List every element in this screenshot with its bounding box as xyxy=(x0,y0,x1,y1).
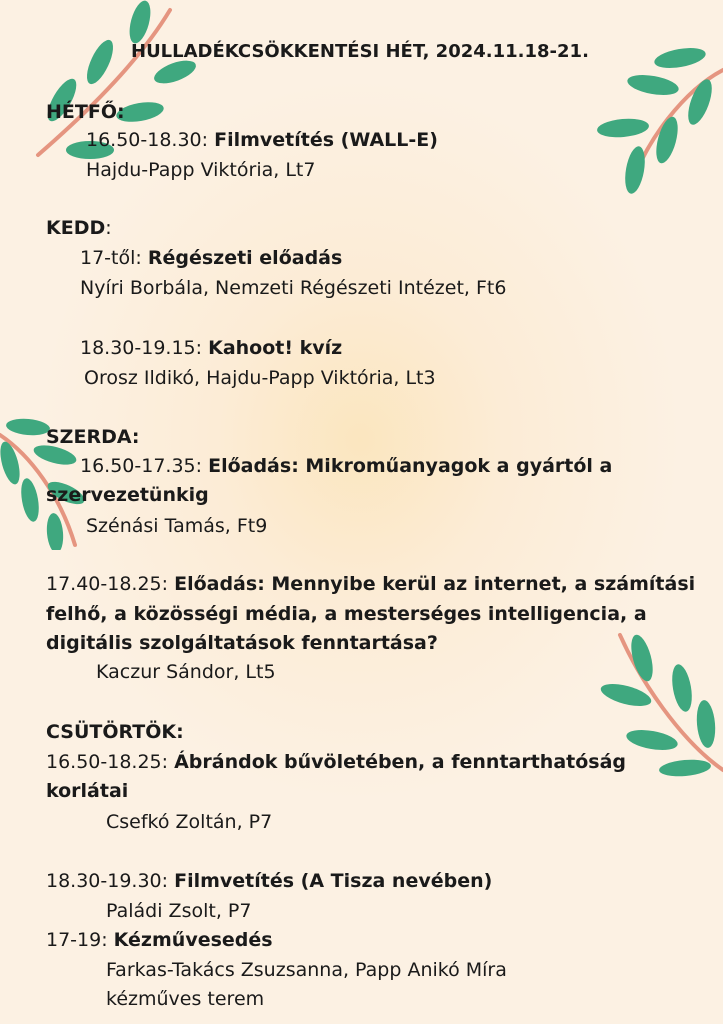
event-time: 18.30-19.15: xyxy=(80,337,209,359)
event-time: 16.50-18.30: xyxy=(86,129,215,151)
event-presenter: Szénási Tamás, Ft9 xyxy=(86,515,268,537)
event-presenter: Csefkó Zoltán, P7 xyxy=(106,811,273,833)
event-title: Kézművesedés xyxy=(113,929,273,951)
event-2-line xyxy=(80,246,342,270)
event-presenter: Farkas-Takács Zsuzsanna, Papp Anikó Míra xyxy=(106,959,507,981)
event-presenter: Paládi Zsolt, P7 xyxy=(106,900,252,922)
event-7-line xyxy=(46,869,492,893)
event-title: Régészeti előadás xyxy=(147,247,343,269)
event-8-line xyxy=(46,928,273,952)
event-title: Előadás: Mennyibe kerül az internet, a számítási xyxy=(174,573,696,595)
event-4-line xyxy=(80,454,612,478)
event-title: Előadás: Mikroműanyagok a gyártól a xyxy=(208,455,613,477)
day-tuesday: KEDD: xyxy=(46,217,112,239)
event-1-line xyxy=(86,128,438,152)
event-title: Filmvetítés (WALL-E) xyxy=(214,129,438,151)
event-title: Kahoot! kvíz xyxy=(208,337,343,359)
event-time: 16.50-17.35: xyxy=(80,455,209,477)
event-presenter: Kaczur Sándor, Lt5 xyxy=(96,661,276,683)
day-thursday: CSÜTÖRTÖK: xyxy=(46,721,184,743)
event-time: 18.30-19.30: xyxy=(46,870,175,892)
event-title-cont: digitális szolgáltatások fenntartása? xyxy=(46,632,438,654)
event-time: 17-től: xyxy=(80,247,148,269)
event-3-line xyxy=(80,336,342,360)
event-5-line xyxy=(46,572,695,596)
event-title-cont: felhő, a közösségi média, a mesterséges intelligencia, a xyxy=(46,603,647,625)
event-time: 17.40-18.25: xyxy=(46,573,175,595)
event-title: Ábrándok bűvöletében, a fenntarthatóság xyxy=(174,751,627,773)
event-title: Filmvetítés (A Tisza nevében) xyxy=(174,870,493,892)
event-time: 16.50-18.25: xyxy=(46,751,175,773)
leaf-branch-top-right xyxy=(595,40,723,200)
event-presenter-cont: kézműves terem xyxy=(106,988,265,1010)
day-monday: HÉTFŐ: xyxy=(46,101,125,123)
page-title: HULLADÉKCSÖKKENTÉSI HÉT, 2024.11.18-21. xyxy=(131,41,589,62)
event-presenter: Orosz Ildikó, Hajdu-Papp Viktória, Lt3 xyxy=(84,367,436,389)
day-wednesday: SZERDA: xyxy=(46,426,140,448)
event-time: 17-19: xyxy=(46,929,114,951)
event-presenter: Nyíri Borbála, Nemzeti Régészeti Intézet, Ft6 xyxy=(80,277,507,299)
event-title-cont: korlátai xyxy=(46,780,129,802)
event-title-cont: szervezetünkig xyxy=(46,484,209,506)
event-6-line xyxy=(46,750,626,774)
event-presenter: Hajdu-Papp Viktória, Lt7 xyxy=(86,159,316,181)
